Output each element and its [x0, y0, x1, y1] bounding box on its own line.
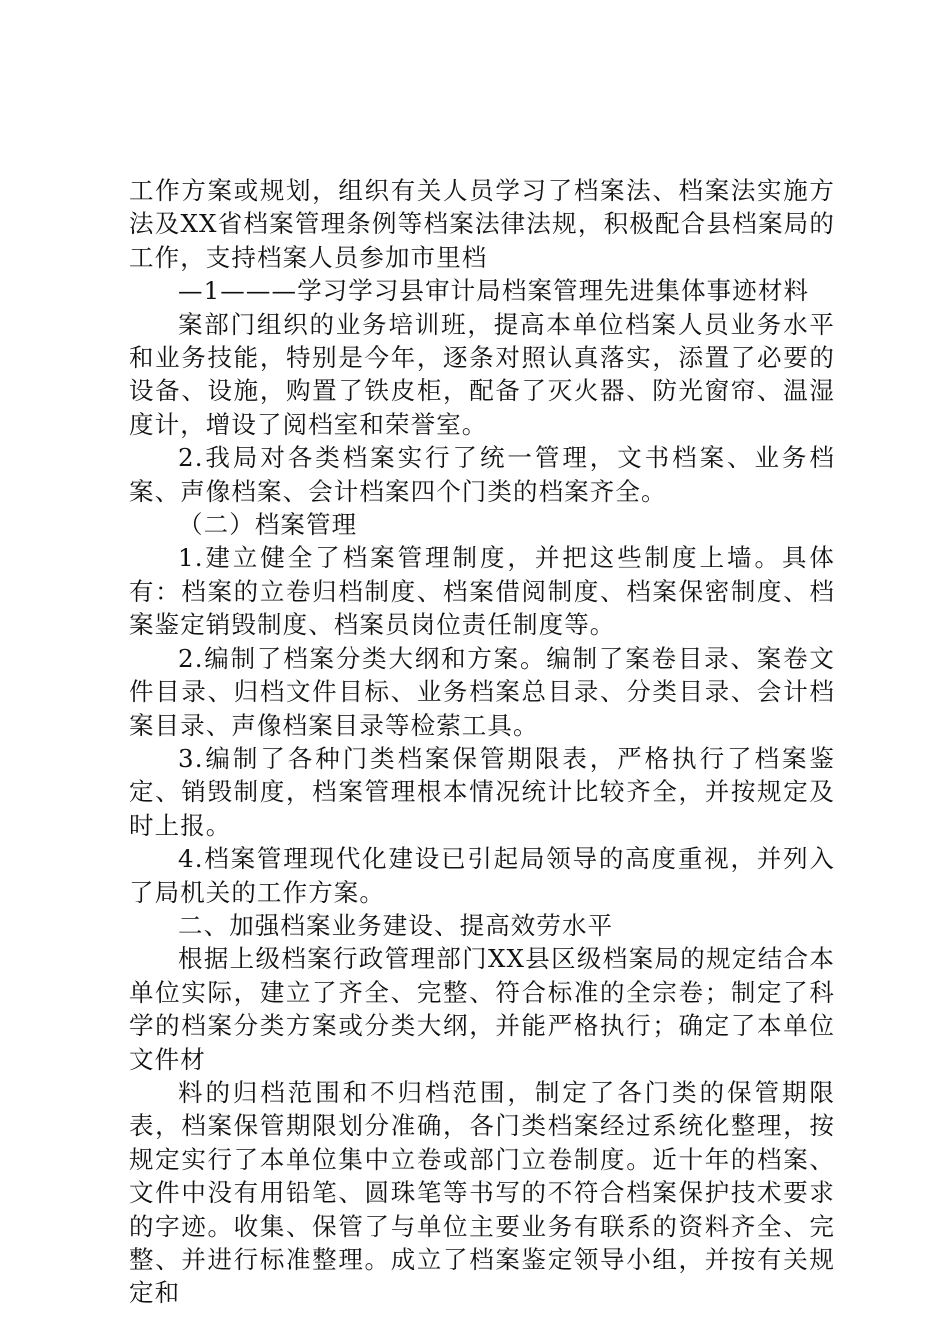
paragraph-6: 1.建立健全了档案管理制度，并把这些制度上墙。具体有：档案的立卷归档制度、档案借阅制度、档案保密制度、档案鉴定销毁制度、档案员岗位责任制度等。	[129, 543, 835, 640]
paragraph-7: 2.编制了档案分类大纲和方案。编制了案卷目录、案卷文件目录、归档文件目标、业务档案总目录、分类目录、会计档案目录、声像档案目录等检萦工具。	[129, 643, 835, 740]
paragraph-12: 料的归档范围和不归档范围，制定了各门类的保管期限表，档案保管期限划分准确，各门类档案经过系统化整理，按规定实行了本单位集中立卷或部门立卷制度。近十年的档案、文件中没有用铅笔、圆珠笔等书写的不符合档案保护技术要求的字迹。收集、保管了与单位主要业务有联系的资料齐全、完整、并进行标准整理。成立了档案鉴定领导小组，并按有关规定和	[129, 1077, 835, 1308]
paragraph-3: 案部门组织的业务培训班，提高本单位档案人员业务水平和业务技能，特别是今年，逐条对照认真落实，添置了必要的设备、设施，购置了铁皮柜，配备了灭火器、防光窗帘、温湿度计，增设了阅档室和荣誉室。	[129, 309, 835, 439]
section-heading-business-building: 二、加强档案业务建设、提高效劳水平	[178, 910, 614, 940]
paragraph-11: 根据上级档案行政管理部门XX县区级档案局的规定结合本单位实际，建立了齐全、完整、符合标准的全宗卷；制定了科学的档案分类方案或分类大纲，并能严格执行；确定了本单位文件材	[129, 944, 835, 1074]
paragraph-2-page-footer-title: —1———学习学习县审计局档案管理先进集体事迹材料	[178, 276, 810, 306]
paragraph-4: 2.我局对各类档案实行了统一管理，文书档案、业务档案、声像档案、会计档案四个门类的档案齐全。	[129, 443, 835, 506]
paragraph-8: 3.编制了各种门类档案保管期限表，严格执行了档案鉴定、销毁制度，档案管理根本情况统计比较齐全，并按规定及时上报。	[129, 743, 835, 840]
paragraph-9: 4.档案管理现代化建设已引起局领导的高度重视，并列入了局机关的工作方案。	[129, 844, 835, 907]
section-heading-archive-management: （二）档案管理	[178, 510, 358, 540]
document-body	[129, 174, 835, 1310]
paragraph-1: 工作方案或规划，组织有关人员学习了档案法、档案法实施方法及XX省档案管理条例等档案法律法规，积极配合县档案局的工作，支持档案人员参加市里档	[129, 176, 835, 272]
